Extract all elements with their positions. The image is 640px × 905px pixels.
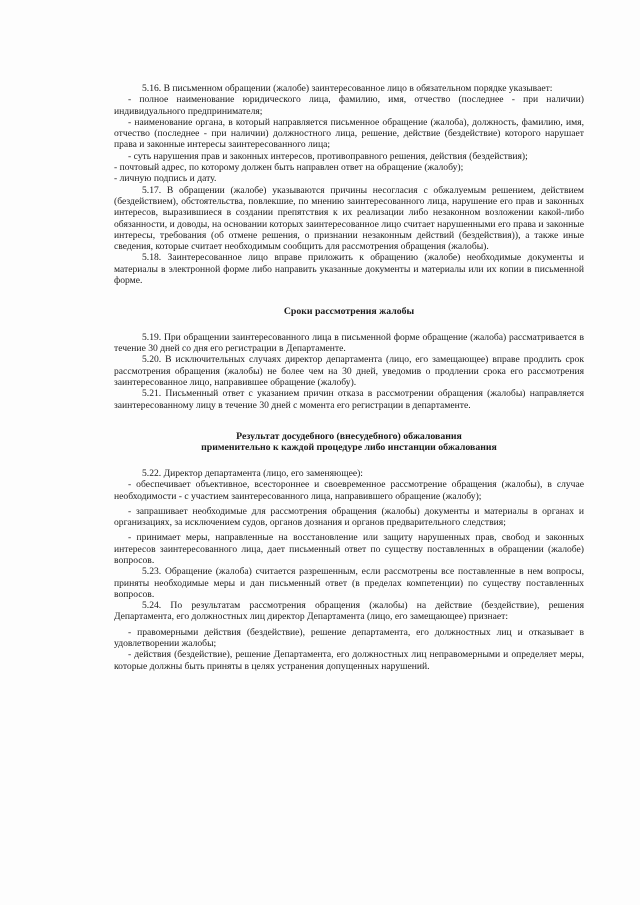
document-body	[114, 83, 584, 672]
list-item: - суть нарушения прав и законных интересов, противоправного решения, действия (бездействия);	[128, 150, 528, 162]
list-item: - запрашивает необходимые для рассмотрения обращения (жалобы) документы и материалы в органах и организациях, за исключением судов, органов дознания и органов предварительного следствия;	[114, 505, 584, 529]
list-item: - действия (бездействие), решение Департамента, его должностных лиц неправомерными и определяет меры, которые должны быть приняты в целях устранения допущенных нарушений.	[114, 649, 584, 672]
list-item: - принимает меры, направленные на восстановление или защиту нарушенных прав, свобод и законных интересов заинтересованного лица, дает письменный ответ по существу поставленных в обращении (жалобе) вопросов.	[114, 532, 584, 566]
list-item: - обеспечивает объективное, всестороннее и своевременное рассмотрение обращения (жалобы), в случае необходимости - с участием заинтересованного лица, направившего обращение (жалобу);	[114, 479, 584, 502]
list-item: - личную подпись и дату.	[114, 173, 217, 185]
paragraph-5-24: 5.24. По результатам рассмотрения обращения (жалобы) на действие (бездействие), решения Департамента, его должностных лиц директор Департамента (лицо, его замещающее) признает:	[114, 600, 584, 623]
paragraph-5-18: 5.18. Заинтересованное лицо вправе приложить к обращению (жалобе) необходимые документы и материалы в электронной форме либо направить указанные документы и материалы или их копии в письменной форме.	[114, 252, 584, 287]
section-heading-result-line1: Результат досудебного (внесудебного) обжалования	[236, 430, 462, 442]
list-item: - полное наименование юридического лица, фамилию, имя, отчество (последнее - при наличии) индивидуального предпринимателя;	[114, 94, 584, 117]
paragraph-5-23: 5.23. Обращение (жалоба) считается разрешенным, если рассмотрены все поставленные в нем вопросы, приняты необходимые меры и дан письменный ответ (в пределах компетенции) по существу поставленных вопросов.	[114, 566, 584, 600]
section-heading-terms: Сроки рассмотрения жалобы	[283, 306, 415, 318]
section-heading-result-line2: применительно к каждой процедуре либо инстанции обжалования	[201, 442, 497, 454]
paragraph-5-19: 5.19. При обращении заинтересованного лица в письменной форме обращение (жалоба) рассматривается в течение 30 дней со дня его регистрации в Департаменте.	[114, 331, 584, 355]
list-item: - почтовый адрес, по которому должен быть направлен ответ на обращение (жалобу);	[114, 162, 464, 174]
paragraph-5-20: 5.20. В исключительных случаях директор департамента (лицо, его замещающее) вправе продлить срок рассмотрения обращения (жалобы) не более чем на 30 дней, уведомив о продлении срока его рассмотрения заинтересованное лицо, направившее обращение (жалобу).	[114, 354, 584, 389]
list-item: - наименование органа, в который направляется письменное обращение (жалоба), должность, фамилию, имя, отчество (последнее - при наличии) должностного лица, решение, действие (бездействие) которого нарушает права и законные интересы заинтересованного лица;	[114, 116, 584, 151]
paragraph-5-16: 5.16. В письменном обращении (жалобе) заинтересованное лицо в обязательном порядке указывает:	[142, 83, 553, 94]
paragraph-5-21: 5.21. Письменный ответ с указанием причин отказа в рассмотрении обращения (жалобы) направляется заинтересованному лицу в течение 30 дней с момента его регистрации в департаменте.	[114, 388, 584, 411]
paragraph-5-22: 5.22. Директор департамента (лицо, его заменяющее):	[142, 467, 363, 479]
list-item: - правомерными действия (бездействие), решение департамента, его должностных лиц и отказывает в удовлетворении жалобы;	[114, 626, 584, 650]
paragraph-5-17: 5.17. В обращении (жалобе) указываются причины несогласия с обжалуемым решением, действием (бездействием), обстоятельства, повлекшие, по мнению заинтересованного лица, нарушение его прав и законных интересов, выразившиеся в создании препятствия к их реализации либо незаконном возложении какой-либо обязанности, и доводы, на основании которых заинтересованное лицо считает нарушенными его права и законные интересы, требования (об отмене решения, о признании незаконным действий (бездействия)), а также иные сведения, которые считает необходимым сообщить для рассмотрения обращения (жалобы).	[114, 184, 584, 253]
